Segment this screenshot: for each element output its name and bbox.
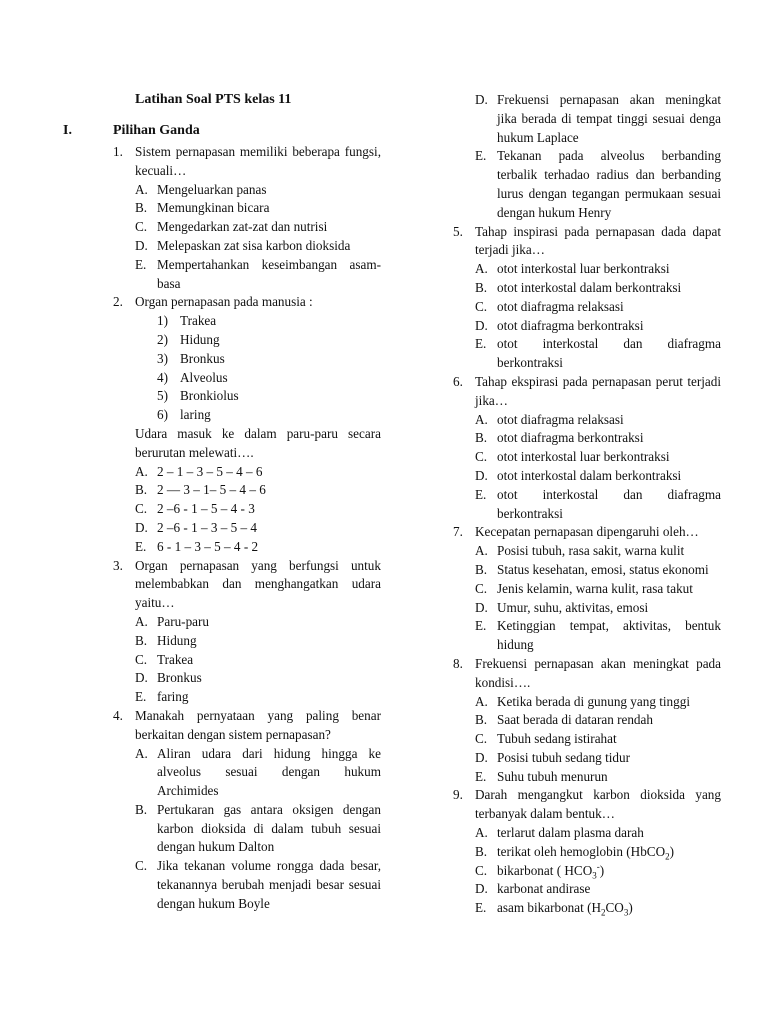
- question-text: Darah mengangkut karbon dioksida yang terbanyak dalam bentuk…: [475, 787, 721, 822]
- question-text: Tahap ekspirasi pada pernapasan perut terjadi jika…: [475, 373, 721, 408]
- option-e: E. otot interkostal dan diafragma berkontraksi: [475, 486, 721, 521]
- option-c: C. otot diafragma relaksasi: [475, 298, 624, 314]
- page-title: Latihan Soal PTS kelas 11: [135, 92, 292, 107]
- right-column: [0, 91, 768, 918]
- option-c: C. Trakea: [135, 651, 194, 667]
- option-d: D. Frekuensi pernapasan akan meningkat jika berada di tempat tinggi sesuai denga hukum Laplace: [475, 92, 721, 145]
- question-5: [0, 223, 768, 261]
- option-a: A. terlarut dalam plasma darah: [475, 825, 644, 841]
- option-b: B. otot diafragma berkontraksi: [475, 430, 644, 446]
- question-6: [0, 373, 768, 411]
- list-item: 6) laring: [157, 407, 211, 423]
- option-e: E. 6 - 1 – 3 – 5 – 4 - 2: [135, 538, 259, 554]
- list-item: 2) Hidung: [157, 331, 220, 347]
- question-number: 5.: [453, 223, 463, 239]
- option-c: C. Jenis kelamin, warna kulit, rasa takut: [475, 580, 693, 596]
- question-number: 8.: [453, 655, 463, 671]
- option-c: C. Jika tekanan volume rongga dada besar, tekanannya berubah menjadi besar sesuai dengan hukum Boyle: [135, 858, 381, 911]
- list-item: 1) Trakea: [157, 313, 217, 329]
- option-b: B. 2 — 3 – 1– 5 – 4 – 6: [135, 482, 266, 498]
- question-9: [0, 786, 768, 824]
- section-number: I.: [63, 123, 72, 138]
- question-7: [0, 523, 768, 542]
- option-b: B. otot interkostal dalam berkontraksi: [475, 279, 682, 295]
- question-text: Sistem pernapasan memiliki beberapa fungsi, kecuali…: [135, 144, 381, 178]
- option-e: E. Mempertahankan keseimbangan asam-basa: [135, 256, 381, 291]
- option-d: D. otot interkostal dalam berkontraksi: [475, 467, 682, 483]
- option-c: C. Tubuh sedang istirahat: [475, 731, 617, 747]
- question-number: 9.: [453, 787, 463, 803]
- option-c: C. 2 –6 - 1 – 5 – 4 - 3: [135, 501, 255, 517]
- option-c: C. otot interkostal luar berkontraksi: [475, 449, 670, 465]
- option-d: D. Melepaskan zat sisa karbon dioksida: [135, 237, 351, 253]
- option-a: A. Aliran udara dari hidung hingga ke alveolus sesuai dengan hukum Archimides: [135, 745, 381, 799]
- question-text: Kecepatan pernapasan dipengaruhi oleh…: [475, 524, 699, 540]
- question-text: Tahap inspirasi pada pernapasan dada dapat terjadi jika…: [475, 223, 721, 258]
- question-text: Manakah pernyataan yang paling benar berkaitan dengan sistem pernapasan?: [135, 707, 381, 742]
- question-8: [0, 655, 768, 693]
- question-number: 3.: [113, 557, 123, 573]
- option-e: E. Tekanan pada alveolus berbanding terbalik terhadao radius dan berbanding lurus dengan tegangan permukaan sesuai dengan hukum Henry: [475, 148, 721, 220]
- question-number: 2.: [113, 294, 123, 310]
- option-c: C. Mengedarkan zat-zat dan nutrisi: [135, 219, 328, 235]
- list-item: 4) Alveolus: [157, 369, 228, 385]
- option-d: D. Umur, suhu, aktivitas, emosi: [475, 599, 649, 615]
- option-e: E. Suhu tubuh menurun: [475, 768, 608, 784]
- option-b: B. Memungkinan bicara: [135, 200, 270, 216]
- option-e: E. faring: [135, 689, 189, 705]
- option-e: E. asam bikarbonat $(H_2CO_3)$: [475, 900, 633, 918]
- list-item: 3) Bronkus: [157, 350, 225, 366]
- question-number: 1.: [113, 144, 123, 159]
- question-text: Frekuensi pernapasan akan meningkat pada kondisi….: [475, 655, 721, 690]
- option-e: E. Ketinggian tempat, aktivitas, bentuk hidung: [475, 618, 721, 653]
- question-number: 7.: [453, 524, 463, 540]
- question-text: Organ pernapasan yang berfungsi untuk melembabkan dan menghangatkan udara yaitu…: [135, 557, 381, 611]
- option-d: D. Posisi tubuh sedang tidur: [475, 749, 630, 765]
- option-d: D. Bronkus: [135, 670, 202, 686]
- list-item: 5) Bronkiolus: [157, 388, 239, 404]
- option-a: A. Paru-paru: [135, 613, 209, 629]
- option-d: D. otot diafragma berkontraksi: [475, 317, 644, 333]
- option-a: A. otot interkostal luar berkontraksi: [475, 261, 670, 277]
- option-b: B. Status kesehatan, emosi, status ekonomi: [475, 561, 709, 577]
- option-e: E. otot interkostal dan diafragma berkontraksi: [475, 336, 721, 371]
- option-b: B. Saat berada di dataran rendah: [475, 712, 653, 728]
- option-c: C. bikarbonat ( $HCO_3^-$): [475, 861, 605, 881]
- option-a: A. Mengeluarkan panas: [135, 181, 267, 197]
- question-number: 4.: [113, 707, 123, 723]
- option-d: D. karbonat andirase: [475, 881, 591, 897]
- section-title: Pilihan Ganda: [113, 123, 200, 138]
- option-b: B. Pertukaran gas antara oksigen dengan karbon dioksida di dalam tubuh sesuai dengan hukum Dalton: [135, 801, 381, 855]
- option-a: A. Ketika berada di gunung yang tinggi: [475, 693, 691, 709]
- option-a: A. Posisi tubuh, rasa sakit, warna kulit: [475, 543, 685, 559]
- option-d: D. 2 –6 - 1 – 3 – 5 – 4: [135, 519, 258, 535]
- option-a: A. otot diafragma relaksasi: [475, 411, 624, 427]
- option-b: B. terikat oleh hemoglobin (HbCO$_2$): [475, 843, 675, 862]
- option-a: A. 2 – 1 – 3 – 5 – 4 – 6: [135, 463, 263, 479]
- question-continuation: Udara masuk ke dalam paru-paru secara berurutan melewati….: [135, 425, 381, 460]
- question-number: 6.: [453, 373, 463, 389]
- option-b: B. Hidung: [135, 632, 197, 648]
- question-text: Organ pernapasan pada manusia :: [135, 294, 313, 310]
